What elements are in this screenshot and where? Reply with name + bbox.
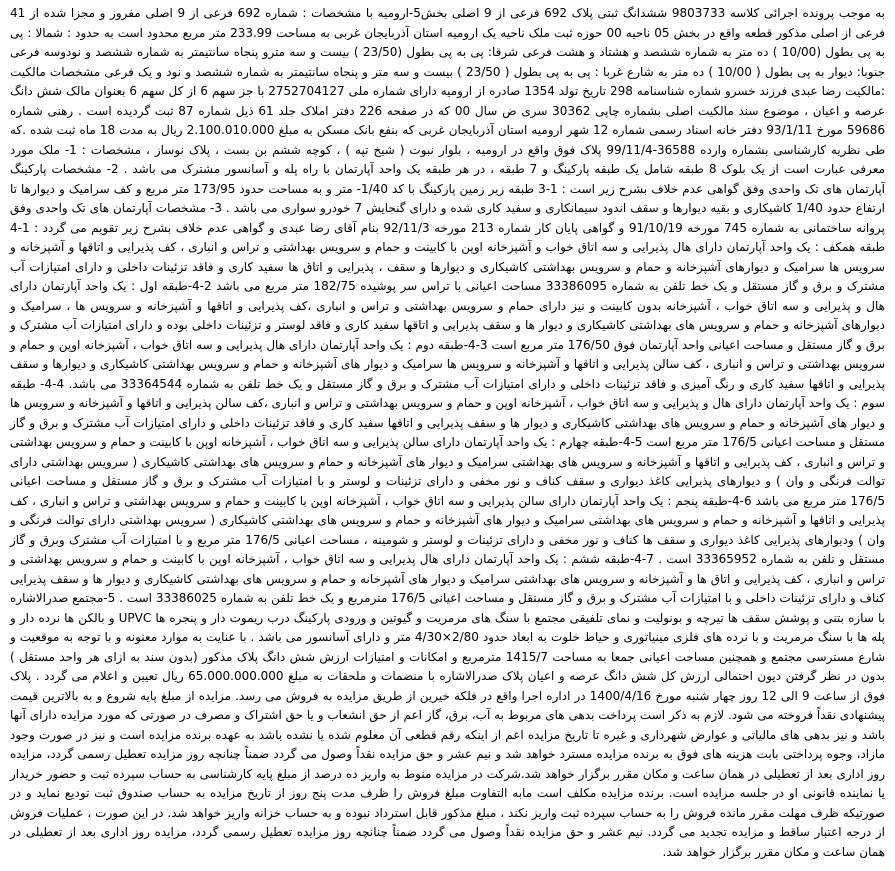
auction-notice-text: به موجب پرونده اجرائی کلاسه 9803733 ششدانگ ثبتی پلاک 692 فرعی از 9 اصلی بخش5-ارومیه با مشخصات : شماره 692 فرعی از 9 اصلی مفروز و مجزا شده از 41 فرعی از اصلی مذکور قطعه واقع در بخش 05 ناحیه 00 حوزه ثبت ملک ناحیه یک ارومیه استان آذربایجان غربی به مساحت 233.99 متر مربع محدود است به حدود : شمالا : پی به پی بطول (10/00 ) ده متر به شماره ششصد و هشتاد و هشت فرعی شرقا: پی به پی بطول (23/50 ) بیست و سه مترو پنجاه سانتیمتر به شماره ششصد و نودوسه فرعی جنوبا: دیوار به پی بطول ( 10/00 ) ده متر به شارع غربا : پی به پی بطول ( 23/50 ) بیست و سه متر و پنجاه سانتیمتر به شماره ششصد و نود و یک فرعی مشخصات مالکیت :مالکیت رضا عبدی فرزند خسرو شماره شناسنامه 298 تاریخ تولد 1354 صادره از ارومیه دارای شماره ملی 2752704127 با جز سهم 6 از کل سهم 6 بعنوان مالک شش دانگ عرصه و اعیان ، موضوع سند مالکیت اصلی بشماره چاپی 30362 سری ض سال 00 که در صفحه 226 دفتر املاک جلد 61 ذیل شماره 87 ثبت گردیده است . رهنی شماره 59686 مورخ 93/1/11 دفتر خانه اسناد رسمی شماره 12 شهر ارومیه استان آذربایجان غربی که بنفع بانک مسکن به مبلغ 2.100.010.000 ریال به مدت 18 ماه ثبت شده .که طی نظریه کارشناسی بشماره وارده 36588-99/11/4 پلاک فوق واقع در ارومیه ، بلوار نبوت ( شیخ تپه ) ، کوچه ششم بن بست ، پلاک نوساز ، مشخصات : 1- ملک مورد معرفی عبارت است از یک بلوک 8 طبقه شامل یک طبقه پارکینگ و 7 طبقه ، در هر طبقه یک واحد آپارتمان با راه پله و آسانسور مشترک می باشد . 2- مشخصات پارکینگ آپارتمان های تک واحدی وفق گواهی عدم خلاف بشرح زیر است : 1-3 طبقه زیر زمین پارکینگ با کد 1/40- متر و به مساحت حدود 173/95 متر مربع و کف سرامیک و دیوارها تا ارتفاع حدود 1/40 کاشیکاری و بقیه دیوارها و سقف اندود سیمانکاری و سفید کاری شده و دارای گنجایش 7 خودرو سواری می باشد . 3- مشخصات آپارتمان های تک واحدی وفق پروانه ساختمانی به شماره 745 مورخه 91/10/19 و گواهی پایان کار شماره 213 مورخه 92/11/3 بنام آقای رضا عبدی و گواهی عدم خلاف بشرح زیر تقویم می گردد : 1-4 طبقه همکف : یک واحد آپارتمان دارای هال پذیرایی و سه اتاق خواب و آشپزخانه اوپن با کابینت و حمام و سرویس بهداشتی و تراس و انباری ، کف پذیرایی و اتاقها و آشپزخانه و سرویس ها سرامیک و دیوارهای آشپزخانه و حمام و سرویس بهداشتی کاشیکاری و دیوارها و سقف ، پذیرایی و اتاق ها سفید کاری و فاقد تزئینات داخلی و دارای امتیازات آب مشترک و برق و گاز مستقل و یک خط تلفن به شماره 33386095 مساحت اعیانی با تراس سر پوشیده 182/75 متر مربع می باشد 2-4-طبقه اول : یک واحد آپارتمان دارای هال و پذیرایی و سه اتاق خواب ، آشپزخانه بدون کابینت و نیز دارای حمام و سرویس بهداشتی و تراس و انباری ،کف پذیرایی و اتاقها و آشپزخانه و سرویس ها ، سرامیک و دیوارهای آشپزخانه و حمام و سرویس های بهداشتی کاشیکاری و دیوار ها و سقف پذیرایی و اتاقها سفید کاری و فاقد لوستر و تزئینات داخلی بوده و دارای امتیازات آب مشترک و برق و گاز مستقل و مساحت اعیانی واحد آپارتمان فوق 176/50 متر مربع است 3-4-طبقه دوم : یک واحد آپارتمان دارای هال پذیرایی و سه اتاق خواب ، آشپزخانه اوپن و حمام و سرویس بهداشتی و تراس و انباری ، کف سالن پذیرایی و اتاقها و آشپزخانه و سرویس ها سرامیک و دیوار های آشپزخانه و حمام و سرویس بهداشتی کاشیکاری و دیوارها و سقف پذیرایی و اتاقها سفید کاری و رنگ آمیزی و فاقد تزئینات داخلی و دارای امتیازات آب مشترک و برق و گاز مستقل و یک خط تلفن به شماره 33364544 می باشد. 4-4- طبقه سوم : یک واحد آپارتمان دارای هال و پذیرایی و سه اتاق خواب ، آشپزخانه اوپن و حمام و سرویس بهداشتی و تراس و انباری ،کف سالن پذیرایی و اتاقها و آشپزخانه و سرویس ها و دیوار های آشپزخانه و حمام و سرویس های بهداشتی کاشیکاری و دیوار ها و سقف پذیرایی و اتاقها سفید کاری و فاقد تزئینات داخلی و دارای امتیازات آب مشترک و برق و گاز مستقل و مساحت اعیانی 176/5 متر مربع است 5-4-طبقه چهارم : یک واحد آپارتمان دارای سالن پذیرایی و سه اتاق خواب ، آشپزخانه اوپن با کابینت و حمام و سرویس بهداشتی و تراس و انباری ، کف پذیرایی و اتاقها و آشپزخانه و سرویس های بهداشتی سرامیک و دیوار های آشپزخانه و حمام و سرویس های بهداشتی کاشیکاری ( سرویس بهداشتی دارای توالت فرنگی و وان ) و دیوارهای پذیرایی کاغذ دیواری و سقف کناف و نور مخفی و دارای تزئینات و لوستر و با امتیازات آب مشترک و برق و گاز مستقل و مساحت اعیانی 176/5 متر مربع می باشد 6-4-طبقه پنجم : یک واحد آپارتمان دارای سالن پذیرایی و سه اتاق خواب ، آشپزخانه اوپن با کابینت و حمام و سرویس بهداشتی و تراس و انباری ، کف پذیرایی و اتاقها و آشپزخانه و حمام و سرویس های بهداشتی سرامیک و دیوار های آشپزخانه و حمام و سرویس های بهداشتی کاشیکاری ( سرویس بهداشتی دارای توالت فرنگی و وان ) ودیوارهای پذیرایی کاغذ دیواری و سقف ها کناف و نور مخفی و دارای تزئینات و لوستر و شومینه ، مساحت اعیانی 176/5 متر مربع و با امتیازات آب مشترک وبرق و گاز مستقل و تلفن به شماره 33365952 است . 7-4-طبقه ششم : یک واحد آپارتمان دارای هال پذیرایی و سه اتاق خواب ، آشپزخانه اوپن با کابینت و حمام و سرویس بهداشتی و تراس و انباری ، کف پذیرایی و اتاق ها و آشپزخانه و سرویس های بهداشتی سرامیک و دیوار های آشپزخانه و حمام و سرویس های بهداشتی کاشیکاری و دیوار ها و سقف پذیرایی کناف و دارای تزئینات داخلی و با امتیازات آب مشترک و برق و گاز مستقل و مساحت اعیانی 176/5 مترمربع و یک خط تلفن به شماره 33386025 است . 5-مجتمع صدرالاشاره با سازه بتنی و پوشش سقف ها تیرچه و بونولیت و نمای تلفیقی مجتمع با سنگ های مرمریت و گیوتین و ورودی پارکینگ درب ریموت دار و پنجره ها UPVC و بالکن ها نرده دار و پله ها با سنگ مرمریت و با نرده های فلزی مینیاتوری و حیاط خلوت به ابعاد حدود 2/80×4/30 متر و دارای آسانسور می باشد . با عنایت به موارد معنونه و با توجه به موقعیت و شارع مسترسی مجتمع و همچنین مساحت اعیانی جمعا به مساحت 1415/7 مترمربع و امکانات و امتیازات ارزش شش دانگ پلاک مذکور (بدون سند به ازای هر واحد مستقل ) بدون در نظر گرفتن دیون احتمالی ارزش کل شش دانگ عرصه و اعیان پلاک صدرالاشاره با منضمات و ملحقات به مبلغ 65.000.000.000 ریال تعیین و اعلام می گردد . پلاک فوق از ساعت 9 الی 12 روز چهار شنبه مورخ 1400/4/16 در اداره اجرا واقع در فلکه خیرین از طریق مزایده به فروش می رسد. مزایده از مبلغ پایه شروع و به بالاترین قیمت پیشنهادی نقداً فروخته می شود. لازم به ذکر است پرداخت بدهی های مربوط به آب، برق، گاز اعم از حق انشعاب و یا حق اشتراک و مصرف در صورتی که مورد مزایده دارای آنها باشد و نیز بدهی های مالیاتی و عوارض شهرداری و غیره تا تاریخ مزایده اعم از اینکه رقم قطعی آن معلوم شده یا نشده باشد به عهده برنده مزایده است و نیز در صورت وجود مازاد، وجوه پرداختی بابت هزینه های فوق به برنده مزایده مسترد خواهد شد و نیم عشر و حق مزایده نقداً وصول می گردد ضمناً چنانچه روز مزایده تعطیل رسمی گردد، مزایده روز اداری بعد از تعطیلی در همان ساعت و مکان مقرر برگزار خواهد شد.شرکت در مزایده منوط به واریز ده درصد از مبلغ پایه کارشناسی به حساب سپرده ثبت و حضور خریدار یا نماینده قانونی او در جلسه مزایده است. برنده مزایده مکلف است مابه التفاوت مبلغ فروش را ظرف مدت پنج روز از تاریخ مزایده به حساب صندوق ثبت تودیع نماید و در صورتیکه ظرف مهلت مقرر مانده فروش را به حساب سپرده ثبت واریز نکند ، مبلغ مذکور قابل استرداد نبوده و به حساب خزانه واریز خواهد شد. در این صورت ، عملیات فروش از درجه اعتبار ساقط و مزایده تجدید می گردد. نیم عشر و حق مزایده نقداً وصول می گردد ضمناً چنانچه روز مزایده تعطیل رسمی گردد، مزایده روز اداری بعد از تعطیلی در همان ساعت و مکان مقرر برگزار خواهد شد. [10, 6, 886, 859]
